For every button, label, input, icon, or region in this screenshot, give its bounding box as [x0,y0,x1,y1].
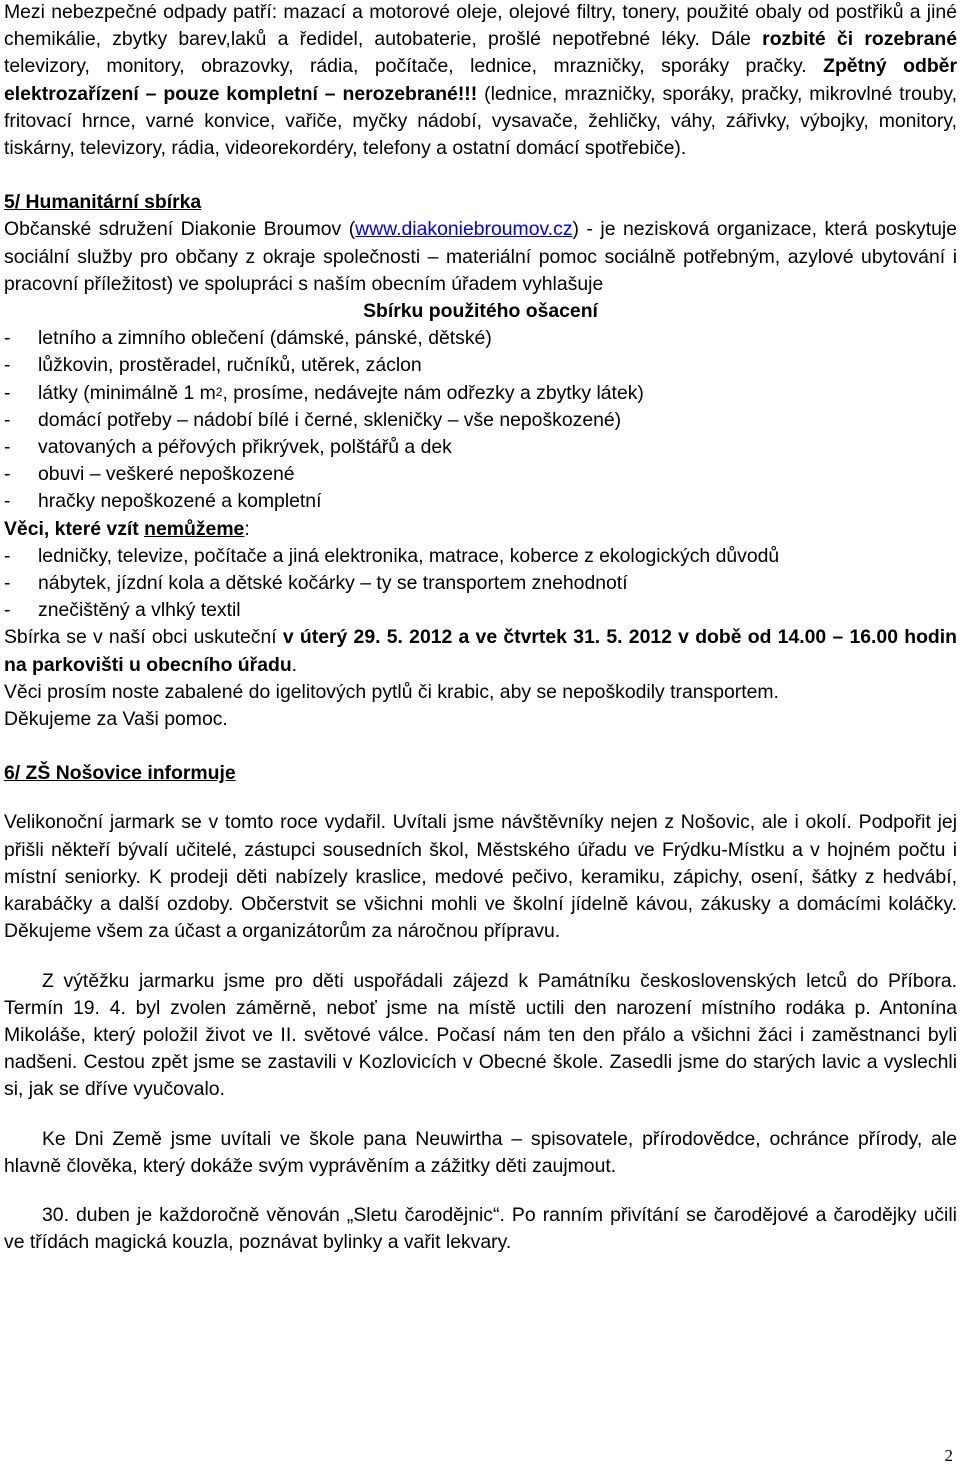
not-accepted-heading: Věci, které vzít nemůžeme: [4,517,250,540]
thanks-note: Děkujeme za Vaši pomoc. [4,708,228,731]
easter-market-paragraph: Velikonoční jarmark se v tomto roce vydařil. Uvítali jsme návštěvníky nejen z Nošovic, ale i okolí. Podpořit jej přišli někteří bývalí učitelé, zástupci sousedních škol, Městského úřadu ve Frýdku-Místku a v hojném počtu i místní seniorky. K prodeji děti nabízely kraslice, medové pečivo, keramiku, zápichy, osení, šátky z hedvábí, karabáčky a další ozdoby. Občerstvit se všichni mohli ve školní jídelně kávou, zákusky a domácími koláčky. Děkujeme všem za účast a organizátorům za náročnou přípravu. [4,811,957,943]
not-accepted-list [4,543,957,625]
document-page [4,0,957,1256]
collection-date-paragraph: Sbírka se v naší obci uskuteční v úterý 29. 5. 2012 a ve čtvrtek 31. 5. 2012 v době od 14.00 – 16.00 hodin na parkovišti u obecního úřadu. [4,626,957,676]
spacer [4,787,957,809]
spacer [4,733,957,760]
list-item: - látky (minimálně 1 $m^2$, prosíme, nedávejte nám odřezky a zbytky látek) [4,381,644,404]
section-6-heading: 6/ ZŠ Nošovice informuje [4,762,236,785]
list-item: - obuvi – veškeré nepoškozené [4,463,295,486]
hazardous-waste-paragraph: Mezi nebezpečné odpady patří: mazací a motorové oleje, olejové filtry, tonery, použité obaly od postřiků a jiné chemikálie, zbytky barev,laků a ředidel, autobaterie, prošlé nepotřebné léky. Dále rozbité či rozebrané televizory, monitory, obrazovky, rádia, počítače, lednice, mrazničky, sporáky pračky. Zpětný odběr elektrozařízení – pouze kompletní – nerozebrané!!! (lednice, mrazničky, sporáky, pračky, mikrovlné trouby, fritovací hrnce, varné konvice, vařiče, myčky nádobí, vysavače, žehličky, váhy, zářivky, výbojky, monitory, tiskárny, televizory, rádia, videorekordéry, telefony a ostatní domácí spotřebiče). [4,1,958,160]
witches-paragraph: 30. duben je každoročně věnován „Sletu čarodějnic“. Po ranním přivítání se čarodějové a čarodějky učili ve třídách magická kouzla, poznávat bylinky a vařit lekvary. [4,1203,957,1254]
broken-devices-emphasis: rozbité či rozebrané [762,28,957,51]
spacer [4,1180,957,1202]
section-5-intro: Občanské sdružení Diakonie Broumov (www.diakoniebroumov.cz) - je nezisková organizace, která poskytuje sociální služby pro občany z okraje společnosti – materiální pomoc sociálně potřebným, azylové ubytování i pracovní příležitost) ve spolupráci s naším obecním úřadem vyhlašuje [4,218,957,295]
spacer [4,162,957,189]
list-item: - letního a zimního oblečení (dámské, pánské, dětské) [4,327,492,350]
spacer [4,1104,957,1126]
list-item: - vatovaných a péřových přikrývek, polštářů a dek [4,436,452,459]
section-5-heading: 5/ Humanitární sbírka [4,191,202,214]
spacer [4,946,957,968]
trip-paragraph: Z výtěžku jarmarku jsme pro děti uspořádali zájezd k Památníku československých letců do Příbora. Termín 19. 4. byl zvolen záměrně, neboť jsme na místě uctili den narození místního rodáka p. Antonína Mikoláše, který položil život ve II. světové válce. Počasí nám ten den přálo a všichni žáci i zaměstnanci byli nadšeni. Cestou zpět jsme se zastavili v Kozlovicích v Obecné škole. Zasedli jsme do starých lavic a vyslechli si, jak se dříve vyučovalo. [4,969,957,1101]
packing-note: Věci prosím noste zabalené do igelitových pytlů či krabic, aby se nepoškodily transportem. [4,680,779,703]
accepted-items-list [4,325,957,515]
list-item: - hračky nepoškozené a kompletní [4,490,322,513]
earth-day-paragraph: Ke Dni Země jsme uvítali ve škole pana Neuwirtha – spisovatele, přírodovědce, ochránce přírody, ale hlavně člověka, který dokáže svým vyprávěním a zážitky děti zaujmout. [4,1127,957,1177]
list-item: - lůžkovin, prostěradel, ručníků, utěrek, záclon [4,354,422,377]
take-back-notice: Zpětný odběr elektrozařízení – pouze kompletní – nerozebrané!!! [4,55,958,105]
collection-title: Sbírku použitého ošacení [363,300,598,323]
list-item: - znečištěný a vlhký textil [4,599,241,622]
diakonie-website-link[interactable]: www.diakoniebroumov.cz [355,218,573,241]
list-item: - nábytek, jízdní kola a dětské kočárky – ty se transportem znehodnotí [4,572,628,595]
list-item: - domácí potřeby – nádobí bílé i černé, skleničky – vše nepoškozené) [4,408,622,431]
list-item: - ledničky, televize, počítače a jiná elektronika, matrace, koberce z ekologických důvodů [4,544,780,567]
page-number: 2 [944,1446,953,1465]
